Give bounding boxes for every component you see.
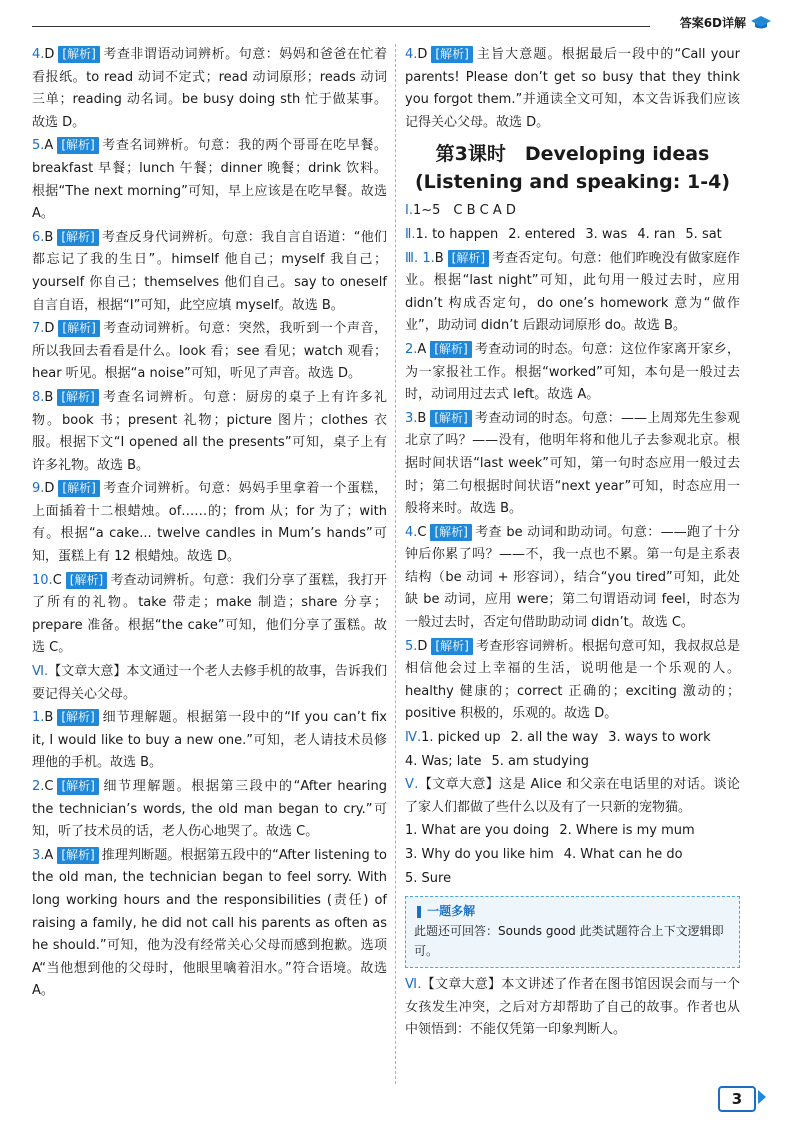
answer-part: 3. Why do you like him bbox=[405, 847, 554, 862]
answer-part: 3. was bbox=[585, 226, 628, 242]
section-4-answers bbox=[405, 727, 740, 750]
answer-item bbox=[405, 408, 740, 521]
analysis-tag: [解析] bbox=[448, 250, 489, 267]
answer-item bbox=[32, 707, 387, 775]
analysis-tag: [解析] bbox=[431, 638, 472, 655]
answer-letter: D bbox=[417, 638, 428, 654]
tip-text: 此题还可回答：Sounds good 此类试题符合上下文逻辑即可。 bbox=[414, 924, 724, 959]
answer-letter: B bbox=[44, 710, 54, 726]
item-text: 【文章大意】本文讲述了作者在图书馆因误会而与一个女孩发生冲突，之后对方却帮助了自己的故事。作者也从中领悟到：不能仅凭第一印象判断人。 bbox=[405, 977, 740, 1038]
page-number: 3 bbox=[718, 1086, 756, 1112]
section-5-answers bbox=[405, 820, 740, 843]
item-text: 考查非谓语动词辨析。句意：妈妈和爸爸在忙着看报纸。to read 动词不定式；read 动词原形；reads 动词三单；reading 动名词。be busy doing sth 忙于做某事。故选 D。 bbox=[32, 47, 387, 130]
answer-item bbox=[32, 661, 387, 706]
answer-letter: B bbox=[434, 250, 444, 266]
header-rule bbox=[32, 26, 650, 27]
section-2-answers bbox=[405, 224, 740, 247]
item-text: 考查名词辨析。句意：厨房的桌子上有许多礼物。book 书；present 礼物；picture 图片；clothes 衣服。根据下文“I opened all the presents”可知，桌子上有许多礼物。故选 B。 bbox=[32, 389, 387, 473]
answer-item bbox=[32, 845, 387, 1003]
column-divider bbox=[395, 44, 396, 1084]
item-number: 4. bbox=[32, 47, 45, 62]
answer-item bbox=[405, 248, 740, 338]
answer-part: 2. Where is my mum bbox=[559, 823, 695, 839]
analysis-tag: [解析] bbox=[57, 137, 98, 154]
item-number: 5. bbox=[405, 638, 418, 654]
item-number: Ⅲ. 1. bbox=[405, 250, 435, 266]
analysis-tag: [解析] bbox=[57, 389, 98, 406]
answer-item bbox=[32, 387, 387, 477]
answer-part: 3. ways to work bbox=[608, 730, 711, 746]
answer-item bbox=[32, 570, 387, 660]
analysis-tag: [解析] bbox=[57, 778, 98, 795]
item-number: 1. bbox=[32, 710, 45, 726]
item-number: 4. bbox=[405, 524, 418, 540]
item-number: Ⅳ. bbox=[405, 730, 422, 746]
item-text: 主旨大意题。根据最后一段中的“Call your parents! Please don’t get so busy that they think you forgot them.”并通读全文可知，本文告诉我们应该记得关心父母。故选 D。 bbox=[405, 47, 740, 130]
answer-letter: B bbox=[44, 229, 54, 245]
item-text: 考查动词的时态。句意：这位作家离开家乡，为一家报社工作。根据“worked”可知，本句是一般过去时，动词用过去式 left。故选 A。 bbox=[405, 341, 740, 403]
tip-title: 一题多解 bbox=[427, 904, 476, 919]
answer-part: 1. to happen bbox=[415, 226, 499, 242]
header-label: 答案6D详解 bbox=[679, 16, 746, 30]
item-text: 【文章大意】这是 Alice 和父亲在电话里的对话。谈论了家人们都做了些什么以及有了一只新的宠物猫。 bbox=[405, 777, 740, 815]
item-number: 2. bbox=[32, 779, 45, 794]
graduation-cap-icon bbox=[750, 15, 772, 31]
analysis-tag: [解析] bbox=[58, 320, 99, 337]
item-text: 考查否定句。句意：他们昨晚没有做家庭作业。根据“last night”可知，此句用一般过去时，应用 didn’t 构成否定句，do one’s homework 意为“做作业”，助动词 didn’t 后跟动词原形 do。故选 B。 bbox=[405, 250, 740, 334]
answer-letter: A bbox=[44, 847, 54, 863]
answer-letter: A bbox=[417, 341, 427, 357]
left-column bbox=[32, 44, 387, 1004]
item-number: 2. bbox=[405, 341, 418, 357]
answer-item bbox=[32, 318, 387, 386]
item-number: Ⅵ. bbox=[405, 977, 422, 993]
item-text: 【文章大意】本文通过一个老人去修手机的故事，告诉我们要记得关心父母。 bbox=[32, 664, 387, 702]
analysis-tag: [解析] bbox=[58, 480, 99, 497]
item-text: 考查介词辨析。句意：妈妈手里拿着一个蛋糕，上面插着十二根蜡烛。of……的；from 从；for 为了；with 有。根据“a cake... twelve candles in Mum’s hands”可知，蛋糕上有 12 根蜡烛。故选 D。 bbox=[32, 481, 387, 565]
tip-box bbox=[405, 896, 740, 968]
answer-part: 2. all the way bbox=[510, 730, 599, 746]
section-4-answers bbox=[405, 751, 740, 774]
analysis-tag: [解析] bbox=[57, 847, 98, 864]
answer-part: 1. What are you doing bbox=[405, 823, 550, 839]
answer-item bbox=[32, 478, 387, 568]
item-text: 1~5 C B C A D bbox=[412, 203, 516, 219]
answer-letter: C bbox=[417, 524, 427, 540]
item-number: 4. bbox=[405, 47, 418, 62]
item-text: 考查动词辨析。句意：我们分享了蛋糕，我打开了所有的礼物。take 带走；make 制造；share 分享；prepare 准备。根据“the cake”可知，他们分享了蛋糕。故选 C。 bbox=[32, 572, 387, 656]
analysis-tag: [解析] bbox=[58, 46, 99, 63]
lesson-title bbox=[405, 140, 740, 196]
item-text: 考查动词的时态。句意：——上周郑先生参观北京了吗？——没有，他明年将和他儿子去参观北京。根据时间状语“last week”可知，第一句时态应用一般过去时；第二句根据时间状语“next year”可知，时态应用一般将来时。故选 B。 bbox=[405, 410, 740, 517]
analysis-tag: [解析] bbox=[57, 229, 98, 246]
item-text: 细节理解题。根据第一段中的“If you can’t fix it, I would like to buy a new one.”可知，老人请技术员修理他的手机。故选 B。 bbox=[32, 710, 387, 771]
answer-letter: B bbox=[44, 389, 54, 405]
answer-item bbox=[405, 774, 740, 819]
item-text: 考查 be 动词和助动词。句意：——跑了十分钟后你累了吗？——不，我一点也不累。第一句是主系表结构（be 动词 + 形容词），结合“you tired”可知，此处缺 be 动词，应用 were；第二句谓语动词 feel，时态为一般过去时，否定句借助助动词 didn’t。故选 C。 bbox=[405, 524, 740, 631]
item-number: 8. bbox=[32, 389, 45, 405]
section-5-answers: 5. Sure bbox=[405, 870, 452, 886]
answer-item bbox=[405, 974, 740, 1042]
item-text: 考查形容词辨析。根据句意可知，我叔叔总是相信他会过上幸福的生活，说明他是一个乐观的人。healthy 健康的；correct 正确的；exciting 激动的；positive 积极的，乐观的。故选 D。 bbox=[405, 638, 740, 722]
answer-letter: D bbox=[44, 47, 55, 62]
answer-item bbox=[32, 227, 387, 317]
item-number: Ⅰ. bbox=[405, 203, 413, 219]
bookmark-icon: ❚ bbox=[414, 904, 425, 919]
answer-part: 5. sat bbox=[685, 226, 722, 242]
item-number: Ⅵ. bbox=[32, 664, 49, 680]
item-number: 9. bbox=[32, 481, 45, 497]
lesson-subtitle: (Listening and speaking: 1-4) bbox=[414, 171, 731, 194]
answer-item bbox=[32, 44, 387, 134]
item-number: 3. bbox=[405, 410, 418, 426]
analysis-tag: [解析] bbox=[430, 524, 471, 541]
answer-item bbox=[405, 339, 740, 407]
analysis-tag: [解析] bbox=[57, 709, 98, 726]
item-number: 6. bbox=[32, 229, 45, 245]
answer-item bbox=[405, 636, 740, 726]
answer-letter: B bbox=[417, 410, 427, 426]
item-text: 推理判断题。根据第五段中的“After listening to the old man, the technician began to feel sorry. With long working hours and the responsibilities (责任) of raising a family, he did not call his parents as often as he should.”可知，他为没有经常关心父母而感到抱歉。选项 A“当他想到他的父母时，他眼里噙着泪水。”符合语境。故选 A。 bbox=[32, 847, 387, 999]
answer-item bbox=[32, 776, 387, 844]
answer-letter: A bbox=[44, 138, 54, 154]
answer-letter: D bbox=[44, 481, 55, 497]
answer-part: 5. am studying bbox=[491, 753, 589, 769]
answer-item bbox=[405, 200, 740, 223]
item-text: 细节理解题。根据第三段中的“After hearing the technician’s words, the old man began to cry.”可知，听了技术员的话，老人伤心地哭了。故选 C。 bbox=[32, 779, 387, 840]
right-column bbox=[405, 44, 740, 1043]
item-text: 考查名词辨析。句意：我的两个哥哥在吃早餐。breakfast 早餐；lunch 午餐；dinner 晚餐；drink 饮料。根据“The next morning”可知，早上应该是在吃早餐。故选 A。 bbox=[32, 138, 387, 222]
answer-item bbox=[405, 44, 740, 134]
item-text: 考查反身代词辨析。句意：我自言自语道：“他们都忘记了我的生日”。himself 他自己；myself 我自己；yourself 你自己；themselves 他们自己。say to oneself 自言自语，根据“I”可知，此空应填 myself。故选 B。 bbox=[32, 229, 387, 313]
answer-letter: C bbox=[44, 779, 54, 794]
section-5-answers bbox=[405, 844, 740, 867]
answer-letter: D bbox=[44, 321, 55, 337]
item-number: Ⅱ. bbox=[405, 226, 416, 242]
item-number: 3. bbox=[32, 847, 45, 863]
answer-letter: C bbox=[52, 572, 62, 588]
answer-part: 4. Was; late bbox=[405, 753, 482, 769]
answer-letter: D bbox=[417, 47, 428, 62]
item-text: 考查动词辨析。句意：突然，我听到一个声音，所以我回去看看是什么。look 看；see 看见；watch 观看；hear 听见。根据“a noise”可知，听见了声音。故选 D。 bbox=[32, 321, 387, 382]
item-number: 10. bbox=[32, 572, 53, 588]
arrow-icon bbox=[758, 1090, 766, 1104]
answer-part: 4. ran bbox=[637, 226, 676, 242]
analysis-tag: [解析] bbox=[430, 341, 471, 358]
analysis-tag: [解析] bbox=[66, 572, 107, 589]
answer-part: 1. picked up bbox=[421, 730, 501, 746]
item-number: Ⅴ. bbox=[405, 777, 419, 793]
answer-item bbox=[405, 522, 740, 635]
lesson-title-text: 第3课时 Developing ideas bbox=[435, 143, 710, 166]
answer-part: 2. entered bbox=[508, 226, 576, 242]
page-header bbox=[680, 14, 772, 31]
item-number: 5. bbox=[32, 138, 45, 154]
analysis-tag: [解析] bbox=[431, 46, 472, 63]
analysis-tag: [解析] bbox=[430, 410, 471, 427]
item-number: 7. bbox=[32, 321, 45, 337]
answer-item bbox=[32, 135, 387, 225]
answer-part: 4. What can he do bbox=[563, 847, 683, 862]
